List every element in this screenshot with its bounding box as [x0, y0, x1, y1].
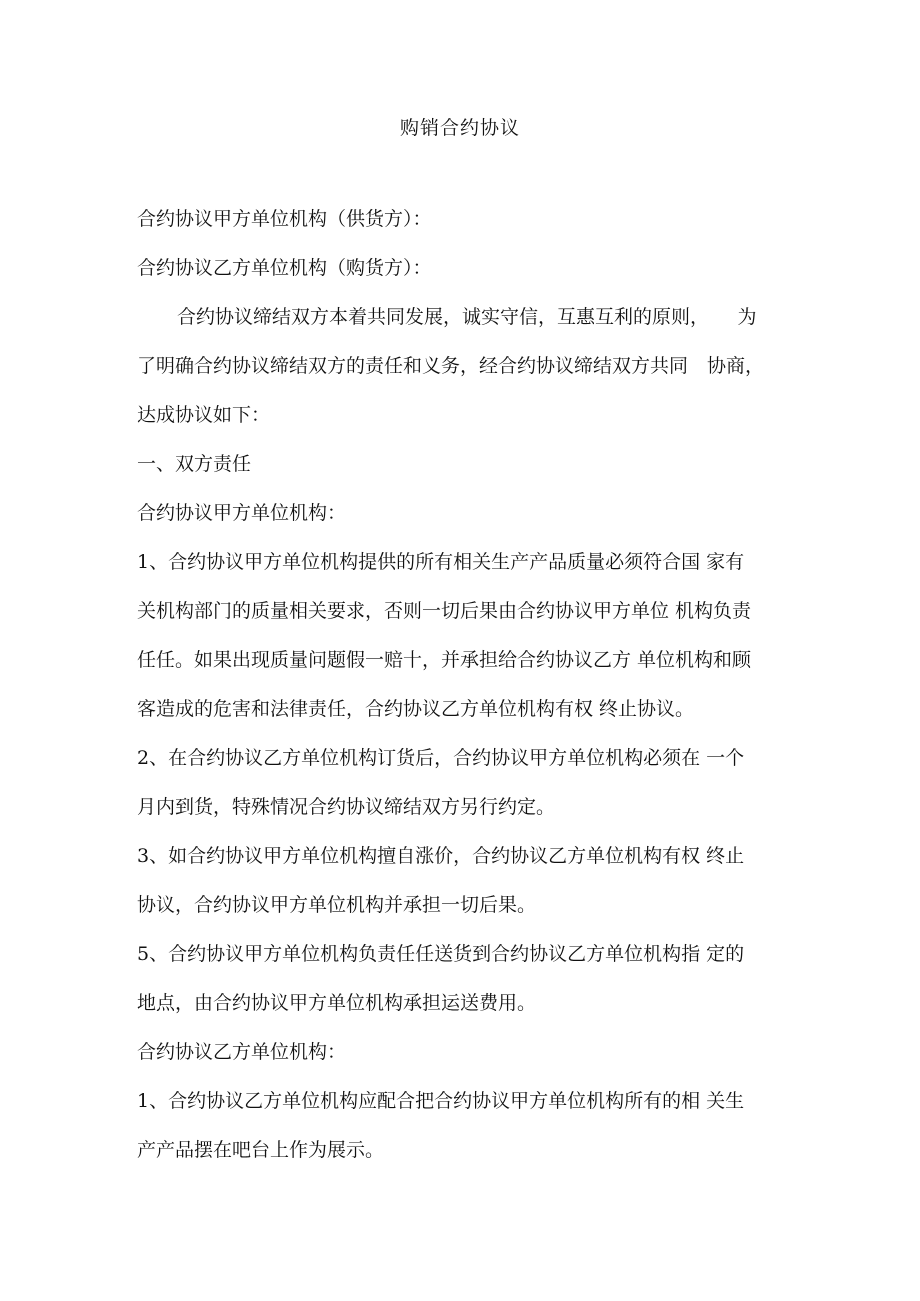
clause-b1-line-2: 产产品摆在吧台上作为展示。	[137, 1139, 385, 1161]
party-b-line: 合约协议乙方单位机构（购货方）：	[137, 257, 432, 279]
preamble-line-2: 了明确合约协议缔结双方的责任和义务，经合约协议缔结双方共同 协商，	[137, 355, 765, 377]
party-b-heading: 合约协议乙方单位机构：	[137, 1041, 347, 1063]
clause-a2-line-2: 月内到货，特殊情况合约协议缔结双方另行约定。	[137, 796, 556, 818]
preamble-line-1: 合约协议缔结双方本着共同发展，诚实守信，互惠互利的原则， 为	[177, 306, 757, 328]
clause-a2-line-1: 2、在合约协议乙方单位机构订货后，合约协议甲方单位机构必须在 一个	[137, 747, 745, 769]
section-heading: 一、双方责任	[137, 453, 252, 475]
clause-a1-line-3: 任任。如果出现质量问题假一赔十，并承担给合约协议乙方 单位机构和顾	[137, 649, 752, 671]
document-body	[137, 195, 797, 1175]
party-a-line: 合约协议甲方单位机构（供货方）：	[137, 208, 432, 230]
clause-a3-line-1: 3、如合约协议甲方单位机构擅自涨价，合约协议乙方单位机构有权 终止	[137, 845, 745, 867]
clause-a1-line-1: 1、合约协议甲方单位机构提供的所有相关生产产品质量必须符合国 家有	[137, 551, 745, 573]
document-title: 购销合约协议	[399, 117, 520, 139]
party-a-heading: 合约协议甲方单位机构：	[137, 502, 347, 524]
clause-b1-line-1: 1、合约协议乙方单位机构应配合把合约协议甲方单位机构所有的相 关生	[137, 1090, 745, 1112]
clause-a1-line-2: 关机构部门的质量相关要求，否则一切后果由合约协议甲方单位 机构负责	[137, 600, 752, 622]
clause-a5-line-2: 地点，由合约协议甲方单位机构承担运送费用。	[137, 992, 537, 1014]
clause-a3-line-2: 协议，合约协议甲方单位机构并承担一切后果。	[137, 894, 537, 916]
clause-a1-line-4: 客造成的危害和法律责任，合约协议乙方单位机构有权 终止协议。	[137, 698, 695, 720]
preamble-line-3: 达成协议如下：	[137, 404, 271, 426]
clause-a5-line-1: 5、合约协议甲方单位机构负责任任送货到合约协议乙方单位机构指 定的	[137, 943, 745, 965]
